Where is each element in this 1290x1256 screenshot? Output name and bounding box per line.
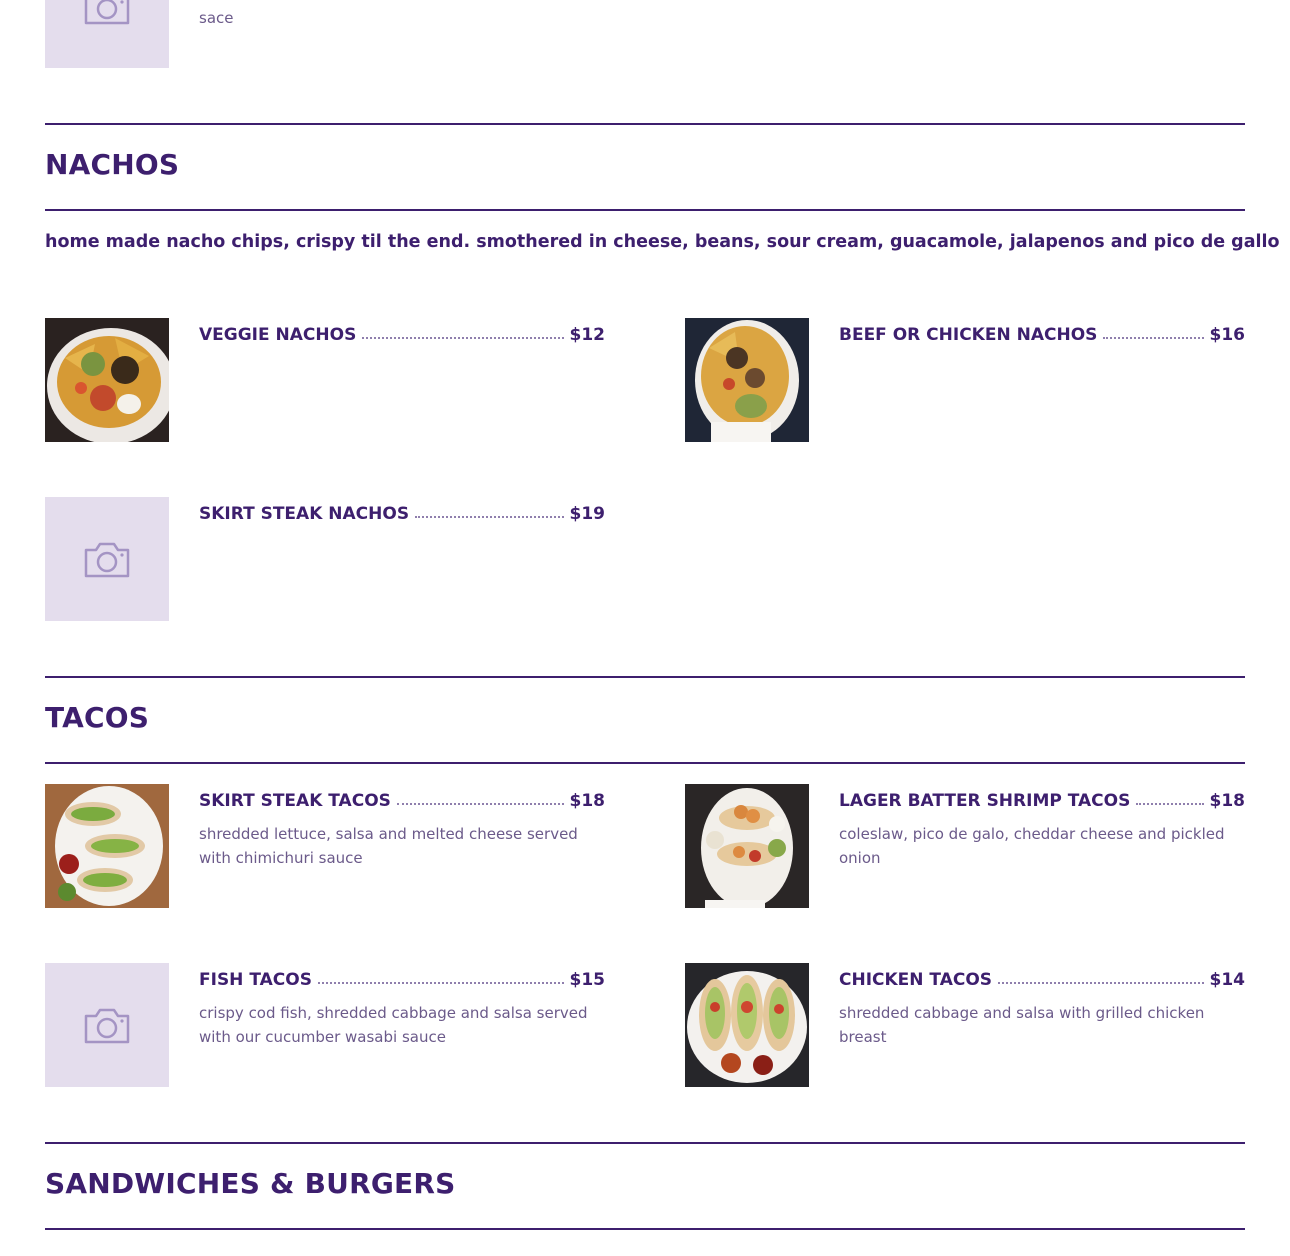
section-divider-bottom — [45, 762, 1245, 764]
menu-item-image-placeholder — [45, 497, 169, 621]
menu-item-photo[interactable] — [685, 784, 809, 908]
menu-item-name: FISH TACOS — [199, 970, 312, 990]
menu-item-name: CHICKEN TACOS — [839, 970, 993, 990]
menu-item-photo[interactable] — [685, 963, 809, 1087]
menu-item-name: LAGER BATTER SHRIMP TACOS — [839, 791, 1131, 811]
menu-item-title-row — [199, 319, 605, 345]
menu-item-title-row — [199, 498, 605, 524]
menu-item-name: SKIRT STEAK NACHOS — [199, 504, 410, 524]
menu-item-description: shredded cabbage and salsa with grilled chicken breast — [839, 1004, 1205, 1046]
menu-item-image-placeholder — [45, 963, 169, 1087]
section-divider-top — [45, 1142, 1245, 1144]
leader-dots — [415, 515, 563, 518]
section-title-sandwiches-burgers: SANDWICHES & BURGERS — [45, 1167, 456, 1200]
leader-dots — [998, 981, 1203, 984]
menu-item-price: $18 — [569, 791, 605, 811]
menu-item-description: sace — [199, 9, 234, 27]
menu-item-price: $12 — [569, 325, 605, 345]
leader-dots — [397, 802, 564, 805]
menu-item-image-placeholder — [45, 0, 169, 68]
menu-item-description: coleslaw, pico de galo, cheddar cheese and pickled onion — [839, 825, 1225, 867]
menu-item-title-row — [199, 785, 605, 811]
menu-item-title-row — [839, 964, 1245, 990]
menu-item-name: VEGGIE NACHOS — [199, 325, 357, 345]
menu-item-price: $19 — [569, 504, 605, 524]
menu-item-price: $16 — [1209, 325, 1245, 345]
menu-item-description: shredded lettuce, salsa and melted cheese served with chimichuri sauce — [199, 825, 578, 867]
menu-item-title-row — [199, 964, 605, 990]
section-divider-bottom — [45, 209, 1245, 211]
menu-item-title-row — [839, 319, 1245, 345]
menu-item-name: SKIRT STEAK TACOS — [199, 791, 391, 811]
menu-item-photo[interactable] — [685, 318, 809, 442]
menu-item-title-row — [839, 785, 1245, 811]
section-title-tacos: TACOS — [45, 701, 150, 734]
leader-dots — [318, 981, 564, 984]
camera-icon — [82, 1006, 132, 1046]
menu-item-name: BEEF OR CHICKEN NACHOS — [839, 325, 1098, 345]
camera-icon — [82, 0, 132, 27]
camera-icon — [82, 540, 132, 580]
menu-item-photo[interactable] — [45, 318, 169, 442]
section-title-nachos: NACHOS — [45, 148, 180, 181]
leader-dots — [1103, 336, 1203, 339]
section-divider-top — [45, 676, 1245, 678]
section-intro: home made nacho chips, crispy til the end. smothered in cheese, beans, sour cream, guacamole, jalapenos and pico de gallo — [45, 232, 1280, 252]
leader-dots — [1136, 802, 1203, 805]
menu-item-price: $15 — [569, 970, 605, 990]
leader-dots — [362, 336, 563, 339]
menu-item-price: $14 — [1209, 970, 1245, 990]
section-divider-bottom — [45, 1228, 1245, 1230]
menu-item-description: crispy cod fish, shredded cabbage and salsa served with our cucumber wasabi sauce — [199, 1004, 588, 1046]
section-divider-top — [45, 123, 1245, 125]
menu-item-photo[interactable] — [45, 784, 169, 908]
menu-item-price: $18 — [1209, 791, 1245, 811]
